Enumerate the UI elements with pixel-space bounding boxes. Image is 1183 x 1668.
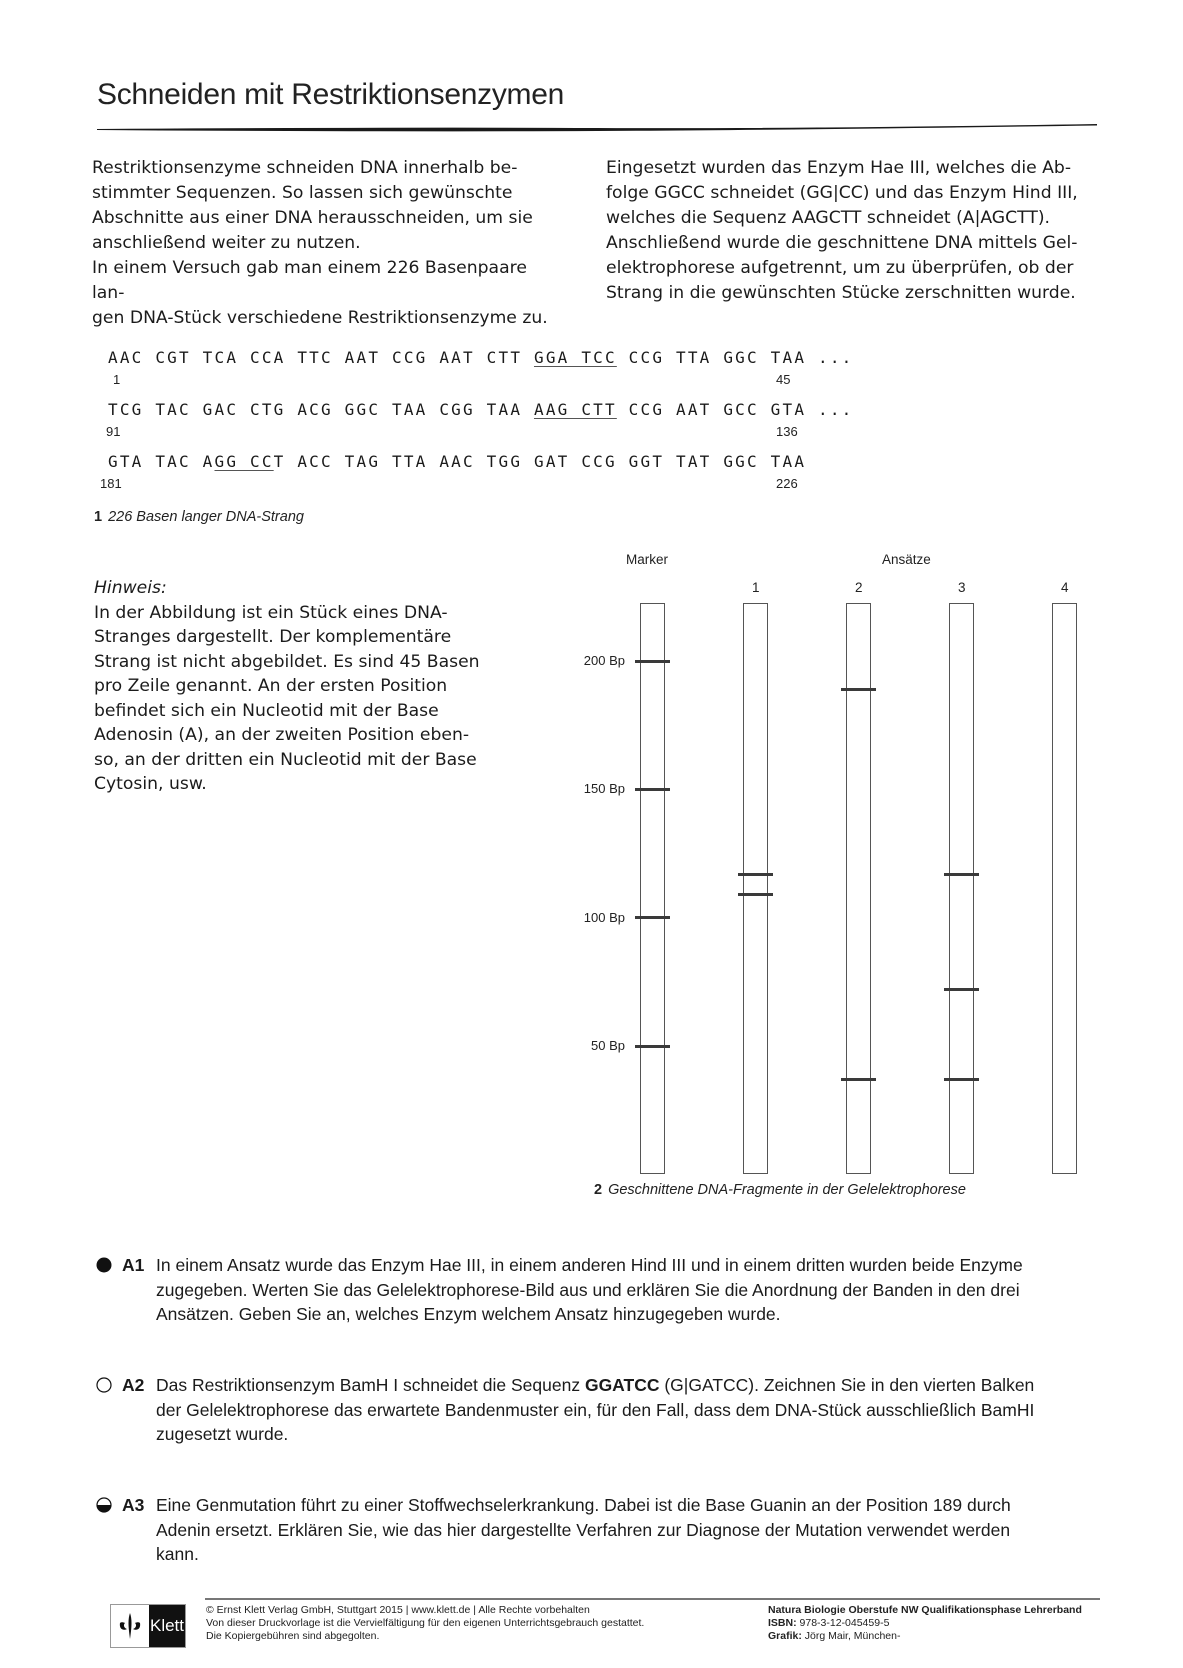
intro-line: In einem Versuch gab man einem 226 Basenpaare lan- bbox=[92, 258, 527, 303]
samples-header: Ansätze bbox=[882, 552, 931, 567]
marker-header: Marker bbox=[626, 552, 669, 567]
position-end: 45 bbox=[776, 372, 791, 387]
lane-number-4: 4 bbox=[1061, 580, 1069, 595]
task-text-part: Das Restriktionsenzym BamH I schneidet die Sequenz bbox=[156, 1375, 585, 1395]
hint-line: Adenosin (A), an der zweiten Position eben- bbox=[94, 725, 470, 745]
page-title: Schneiden mit Restriktionsenzymen bbox=[97, 78, 564, 111]
graphics-credit bbox=[768, 1630, 1108, 1643]
half-filled-circle-icon bbox=[96, 1497, 112, 1513]
gel-lane-4 bbox=[1052, 603, 1077, 1174]
task-number: A3 bbox=[122, 1495, 145, 1515]
intro-line: Strang in die gewünschten Stücke zerschnitten wurde. bbox=[606, 283, 1076, 303]
gel-band bbox=[944, 873, 979, 876]
caption-number: 2 bbox=[594, 1182, 603, 1198]
marker-tick-label: 150 Bp bbox=[583, 781, 625, 797]
task-text-part: Eine Genmutation führt zu einer Stoffwechselerkrankung. Dabei ist die Base Guanin an der Position 189 durch Adenin ersetzt. Erklären Sie, wie das hier dargestellte Verfahren zur Diagnose der Mutation verwendet werden kann. bbox=[156, 1495, 1011, 1564]
intro-line: gen DNA-Stück verschiedene Restriktionsenzyme zu. bbox=[92, 308, 548, 328]
gel-lane-3 bbox=[949, 603, 974, 1174]
task-text-part: In einem Ansatz wurde das Enzym Hae III, in einem anderen Hind III und in einem dritten wurden beide Enzyme zugegeben. Werten Sie das Gelelektrophorese-Bild aus und erklären Sie die Anordnung der Banden in den drei Ansätzen. Geben Sie an, welches Enzym welchem Ansatz hinzugegeben wurde. bbox=[156, 1255, 1023, 1324]
footer-line: © Ernst Klett Verlag GmbH, Stuttgart 2015 | www.klett.de | Alle Rechte vorbehalten bbox=[206, 1604, 590, 1616]
marker-tick-label: 200 Bp bbox=[583, 653, 625, 668]
hint-line: pro Zeile genannt. An der ersten Position bbox=[94, 676, 448, 696]
sequence-text: T ACC TAG TTA AAC TGG GAT CCG GGT TAT GGC TAA bbox=[273, 452, 807, 471]
gel-band bbox=[944, 1078, 979, 1081]
klett-lily-icon bbox=[111, 1605, 149, 1647]
task-text bbox=[156, 1373, 1036, 1447]
gel-band bbox=[738, 893, 773, 896]
gel-lane-1 bbox=[743, 603, 768, 1174]
klett-wordmark: Klett bbox=[149, 1605, 185, 1647]
intro-line: folge GGCC schneidet (GG|CC) und das Enzym Hind III, bbox=[606, 183, 1078, 203]
task-text-part: (G|GATCC). Zeichnen Sie in den vierten Balken der Gelelektrophorese das erwartete Bandenmuster ein, für den Fall, dass dem DNA-Stück ausschließlich BamHI zugesetzt wurde. bbox=[156, 1375, 1035, 1444]
task-text bbox=[156, 1253, 1036, 1327]
book-title: Natura Biologie Oberstufe NW Qualifikationsphase Lehrerband bbox=[768, 1604, 1082, 1616]
caption-text: 226 Basen langer DNA-Strang bbox=[108, 509, 304, 525]
hint-title: Hinweis: bbox=[94, 578, 167, 598]
task-text-bold: GGATCC bbox=[584, 1375, 660, 1395]
hint-line: befindet sich ein Nucleotid mit der Base bbox=[94, 700, 439, 721]
position-end: 226 bbox=[776, 476, 798, 491]
footer-line: Von dieser Druckvorlage ist die Vervielfältigung für den eigenen Unterrichtsgebrauch gestattet. bbox=[206, 1617, 645, 1629]
hint-line: Cytosin, usw. bbox=[94, 774, 207, 794]
footer-book-info bbox=[768, 1604, 1108, 1643]
sequence-text: CCG AAT GCC GTA ... bbox=[616, 400, 854, 419]
hint-line: In der Abbildung ist ein Stück eines DNA- bbox=[94, 602, 448, 623]
sequence-text: CCG TTA GGC TAA ... bbox=[616, 348, 854, 367]
footer-line: Die Kopiergebühren sind abgegolten. bbox=[206, 1630, 380, 1642]
graphics-label: Grafik: bbox=[768, 1630, 802, 1642]
gel-lane-marker bbox=[640, 603, 665, 1174]
sequence-highlight: GGA TCC bbox=[533, 348, 617, 367]
lane-number-1: 1 bbox=[752, 580, 760, 595]
task-number: A1 bbox=[122, 1255, 145, 1275]
klett-logo bbox=[110, 1604, 186, 1648]
intro-line: Abschnitte aus einer DNA herausschneiden, um sie bbox=[92, 208, 533, 228]
intro-line: Restriktionsenzyme schneiden DNA innerhalb be- bbox=[92, 158, 518, 178]
empty-circle-icon bbox=[96, 1377, 112, 1393]
sequence-text: TCG TAC GAC CTG ACG GGC TAA CGG TAA bbox=[108, 400, 534, 419]
footer-copyright bbox=[206, 1604, 706, 1643]
gel-band bbox=[635, 1045, 670, 1048]
footer-rule bbox=[205, 1598, 1100, 1600]
filled-circle-icon bbox=[96, 1257, 112, 1273]
hint-line: so, an der dritten ein Nucleotid mit der Base bbox=[94, 749, 477, 770]
marker-tick-label: 50 Bp bbox=[591, 1038, 625, 1053]
gel-band bbox=[738, 873, 773, 876]
task-text bbox=[156, 1493, 1036, 1567]
caption-number: 1 bbox=[94, 509, 103, 525]
intro-line: Eingesetzt wurden das Enzym Hae III, welches die Ab- bbox=[606, 158, 1072, 178]
gel-band bbox=[841, 688, 876, 691]
intro-line: Anschließend wurde die geschnittene DNA mittels Gel- bbox=[606, 233, 1078, 253]
intro-line: elektrophorese aufgetrennt, um zu überprüfen, ob der bbox=[606, 258, 1074, 278]
gel-band bbox=[841, 1078, 876, 1081]
isbn-label: ISBN: bbox=[768, 1617, 797, 1629]
graphics-value: Jörg Mair, München- bbox=[801, 1630, 901, 1642]
position-start: 1 bbox=[113, 372, 121, 387]
lane-number-2: 2 bbox=[855, 580, 863, 595]
hint-line: Stranges dargestellt. Der komplementäre bbox=[94, 627, 452, 647]
sequence-highlight: GG CC bbox=[214, 452, 274, 471]
gel-band bbox=[635, 660, 670, 663]
isbn-value: 978-3-12-045459-5 bbox=[796, 1617, 890, 1629]
gel-band bbox=[635, 788, 670, 791]
lane-number-3: 3 bbox=[958, 580, 966, 595]
hint-line: Strang ist nicht abgebildet. Es sind 45 Basen bbox=[94, 651, 480, 672]
isbn bbox=[768, 1617, 1108, 1630]
task-number: A2 bbox=[122, 1375, 145, 1395]
gel-band bbox=[635, 916, 670, 919]
sequence-text: AAC CGT TCA CCA TTC AAT CCG AAT CTT bbox=[108, 348, 534, 367]
position-end: 136 bbox=[776, 424, 798, 439]
intro-line: anschließend weiter zu nutzen. bbox=[92, 233, 361, 253]
position-start: 91 bbox=[106, 424, 121, 439]
figure-2-caption bbox=[594, 1182, 966, 1198]
caption-text: Geschnittene DNA-Fragmente in der Gelelektrophorese bbox=[608, 1182, 966, 1198]
position-start: 181 bbox=[100, 476, 122, 491]
marker-tick-label: 100 Bp bbox=[583, 909, 625, 925]
sequence-text: GTA TAC A bbox=[108, 452, 215, 471]
gel-band bbox=[944, 988, 979, 991]
sequence-highlight: AAG CTT bbox=[533, 400, 617, 419]
intro-line: welches die Sequenz AAGCTT schneidet (A|AGCTT). bbox=[606, 208, 1050, 228]
intro-line: stimmter Sequenzen. So lassen sich gewünschte bbox=[92, 183, 513, 203]
